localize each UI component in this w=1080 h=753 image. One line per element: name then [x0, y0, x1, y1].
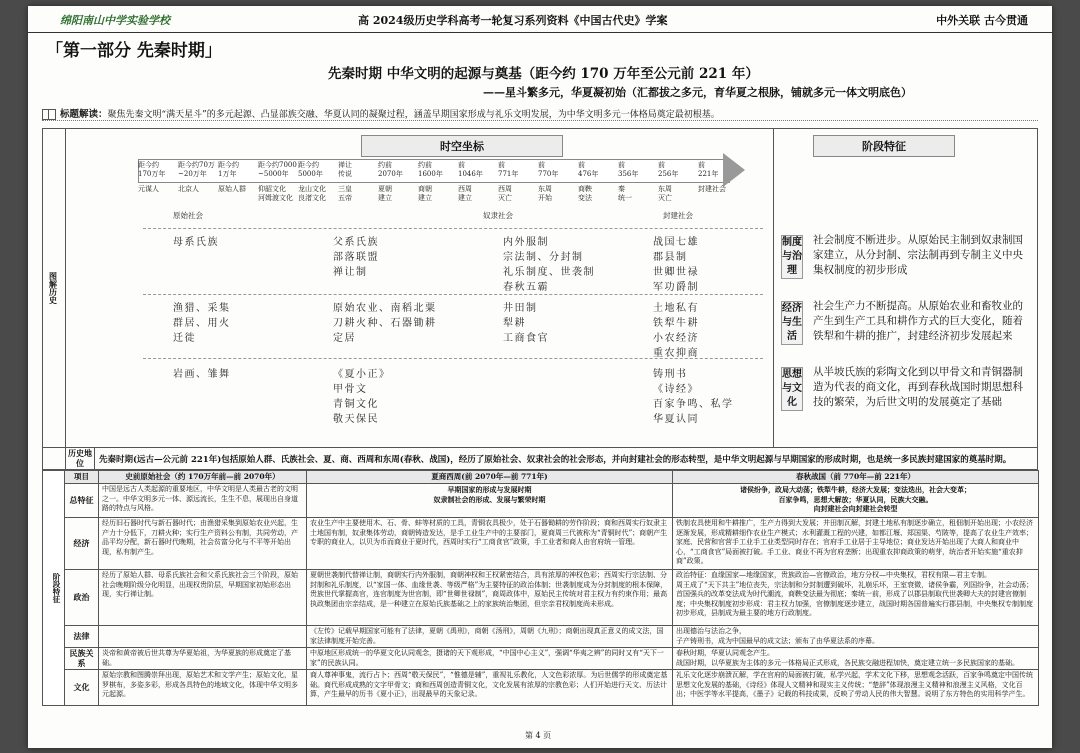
diagram-item: 部落联盟: [333, 252, 379, 263]
divider: [143, 228, 763, 229]
table-row: [43, 518, 1039, 570]
divider: [143, 294, 763, 295]
table-cell: 春秋时期，华夏认同观念产生。 战国时期，以华夏族为主体的多元一体格局正式形成，各民族交融进程加快，奠定建立统一多民族国家的基础。: [673, 648, 1039, 670]
timeline-date: 禅让 传说: [338, 161, 352, 178]
table-cell: 原始宗教和图腾崇拜出现，原始艺术和文学产生；原始文化，星罗棋布，多姿多彩，形成各具特色的地域文化，体现中华文明多元起源。: [99, 670, 307, 706]
book-icon: [42, 109, 56, 120]
diagram-item: 青铜文化: [333, 399, 379, 410]
column-header: 史前原始社会（约 170万年前—前 2070年）: [99, 471, 307, 484]
row-label: 法律: [65, 626, 99, 648]
section-title: 先秦时期 中华文明的起源与奠基（距今约 170 万年至公元前 221 年）: [328, 66, 759, 82]
timeline-date: 距今约 170万年: [138, 161, 166, 178]
category-label: 制度与治理: [781, 235, 803, 279]
timeline-event: 西周 建立: [458, 185, 472, 202]
column-header: 春秋战国（前 770年—前 221年）: [673, 471, 1039, 484]
timeline-event: 封建社会: [698, 185, 726, 193]
row-label: 经济: [65, 518, 99, 570]
column-header: 夏商西周(前 2070年—前 771年): [307, 471, 673, 484]
timeline-event: 商朝 建立: [418, 185, 432, 202]
timeline-event: 夏朝 建立: [378, 185, 392, 202]
diagram-item: 工商食官: [503, 333, 549, 344]
timeline-date: 距今约7000 ~5000年: [258, 161, 297, 178]
part-title: 「第一部分 先秦时期」: [46, 41, 222, 61]
diagram-item: 敬天保民: [333, 414, 379, 425]
timeline-event: 仰韶文化 河姆渡文化: [258, 185, 293, 202]
diagram-item: 重农抑商: [653, 348, 699, 359]
feature-text: 社会制度不断进步。从原始民主制到奴隶制国家建立，从分封制、宗法制再到专制主义中央集权制度的初步形成: [813, 234, 1023, 276]
diagram-item: 百家争鸣、私学: [653, 399, 734, 410]
table-cell: 炎帝和黄帝被后世共尊为华夏始祖，为华夏族的形成奠定了基础。: [99, 648, 307, 670]
header-motto: 中外关联 古今贯通: [936, 14, 1028, 27]
table-cell: 铁制农具使用和牛耕推广，生产力得到大发展；井田制瓦解，封建土地私有制逐步确立，租佃制开始出现；小农经济逐渐发展，形成精耕细作农业生产模式；水利灌溉工程的兴建，如都江堰、郑国渠、芍陂等，提高了农业生产效率；家庭、民营和官营手工业手工业类型同时存在；官府手工业居于主导地位；商业发达开始出现了大商人和商业中心，“工商食官”局面被打破。手工业、商业不再为官府垄断；出现重农抑商政策的萌芽，统治者开始实施“重农抑商”政策。: [673, 518, 1039, 570]
diagram-item: 郡县制: [653, 252, 688, 263]
timeline-event: 西周 灭亡: [498, 185, 512, 202]
timeline-event: 三皇 五帝: [338, 185, 352, 202]
diagram-item: 甲骨文: [333, 384, 368, 395]
diagram-item: 土地私有: [653, 303, 699, 314]
stage-features-table: [42, 470, 1039, 706]
diagram-item: 华夏认同: [653, 414, 699, 425]
timeline-event: 元谋人: [138, 185, 159, 193]
table-side-label: 阶段特征: [43, 471, 65, 706]
table-cell: 《左传》记载早期国家可能有了法律，夏朝《禹刑》，商朝《汤刑》，周朝《九刑》；商朝出现真正意义的成文法，国家法律制度开始完善。: [307, 626, 673, 648]
table-cell: 商人尊神事鬼，流行占卜；西周“敬天保民”，“惟德是辅”，重视礼乐教化，人文色彩浓厚。为后世儒学的形成奠定基础。商代形成成熟的文字甲骨文；商和西周创造青铜文化，文化发展有浓厚的宗教色彩；人们开始进行天文、历法计算，产生最早的历书《夏小正》，出现最早的天象记录。: [307, 670, 673, 706]
document-page: [28, 6, 1052, 748]
diagram-item: 岩画、雏舞: [173, 369, 231, 380]
feature-text: 从半坡氏族的彩陶文化到以甲骨文和青铜器制造为代表的商文化，再到春秋战国时期思想科技的繁荣，为后世文明的发展奠定了基础: [813, 366, 1023, 408]
table-cell: 政治特征：血缘国家—地缘国家，贵族政治—官僚政治，地方分权—中央集权，君权有限—君主专制。 周王成了“天下共主”地位丧失，宗法制和分封制遭到破坏，礼崩乐坏，王室衰微，诸侯争霸，列国纷争，社会动荡；首国强兵的改革变法成为时代潮流，商鞅变法最为彻底；秦统一前，形成了以郡县制取代世袭卿大夫的封建官僚制度；中央集权制度初步形成：君主权力加强，官僚制度逐步建立，战国时期各国普遍实行郡县制，中央集权专制制度初步形成，县制成为最主要的地方行政制度。: [673, 570, 1039, 626]
row-label: 政治: [65, 570, 99, 626]
diagram-item: 世卿世禄: [653, 267, 699, 278]
timeline-date: 前 221年: [698, 161, 719, 178]
column-header: 项目: [65, 471, 99, 484]
timeline-date: 前 1046年: [458, 161, 483, 178]
page-number: 第 4 页: [525, 731, 552, 740]
table-cell: [99, 626, 307, 648]
phase-label: 封建社会: [663, 211, 693, 220]
diagram-item: 《夏小正》: [333, 369, 391, 380]
diagram-item: 原始农业、南稻北粟: [333, 303, 437, 314]
table-row: [43, 570, 1039, 626]
timeline-date: 距今约70万 ~20万年: [178, 161, 215, 178]
table-row: [43, 670, 1039, 706]
timeline-date: 前 771年: [498, 161, 519, 178]
header-title: 高 2024级历史学科高考一轮复习系列资料《中国古代史》学案: [358, 14, 668, 27]
diagram-item: 小农经济: [653, 333, 699, 344]
timeline-date: 约前 2070年: [378, 161, 403, 178]
timeline-date: 距今约 1万年: [218, 161, 239, 178]
feature-text: 社会生产力不断提高。从原始农业和畜牧业的产生到生产工具和耕作方式的巨大变化，随着铁犁和牛耕的推广，封建经济初步发展起来: [813, 300, 1023, 342]
page-header: [28, 6, 1052, 33]
diagram-item: 军功爵制: [653, 282, 699, 293]
diagram-item: 春秋五霸: [503, 282, 549, 293]
feature-header: 阶段特征: [813, 135, 955, 157]
column-divider: [773, 129, 774, 447]
diagram-item: 铸刑书: [653, 369, 688, 380]
position-label: 历史地位: [65, 448, 95, 469]
diagram-item: 禅让制: [333, 267, 368, 278]
timeline-date: 约前 1600年: [418, 161, 443, 178]
diagram-item: 礼乐制度、世袭制: [503, 267, 595, 278]
table-row: [43, 648, 1039, 670]
row-label: 总特征: [65, 484, 99, 518]
table-cell: 夏朝世袭制代替禅让制，商朝实行内外服制，商朝神权和王权紧密结合，具有浓厚的神权色彩；西周实行宗法制、分封制和礼乐制度，以“家国一体、血缘世袭、等级严格”为主要特征的政治体制；世袭制度成为分封制度的根本保障，贵族世代掌握高官，连官制度为世官制，即“世卿世禄制”，商周政体中，原始民主传统对君主权力有约束作用；最高执政集团由宗亲结成，是一种建立在原始氏族基础之上的家族统治集团，但宗亲君权制度尚未形成。: [307, 570, 673, 626]
table-cell: 经历旧石器时代与新石器时代；由渔猎采集到原始农业兴起，生产力十分低下，刀耕火种；实行生产资料公有制，共同劳动，产品平均分配，新石器时代晚期，社会贫富分化与不平等开始出现，私有制产生。: [99, 518, 307, 570]
diagram-panel: [42, 128, 1038, 448]
diagram-side-label: 图解历史: [43, 129, 66, 447]
category-label: 思想与文化: [781, 367, 803, 411]
timeline-event: 东周 灭亡: [658, 185, 672, 202]
table-cell: 礼乐文化逐步崩溃瓦解，学在官府的局面被打破，私学兴起，学术文化下移，思想观念活跃，百家争鸣奠定中国传统思想文化发展的基础，《诗经》体现人文精神和现实主义传统；“楚辞”体现浪漫主义精神和浪漫主义风格，文化百出；中医学等水平提高，《墨子》记载的科技成果，反映了劳动人民的伟大智慧。说明了东方特色的实用科学产生。: [673, 670, 1039, 706]
timeline-date: 前 356年: [618, 161, 639, 178]
diagram-item: 井田制: [503, 303, 538, 314]
table-cell: 农业生产中主要使用木、石、骨、蚌等材质的工具，青铜农具极少，处于石器锄耕的劳作阶段；商和西周实行奴隶主土地国有制，奴隶集体劳动，商朝铸造发达，是手工业生产中的主要部门，夏商周三代被称为“青铜时代”；商朝产生专职的商业人，以贝为币而商业于夏时代，西周时实行“工商食官”政策，手工业者和商人由官府统一管理。: [307, 518, 673, 570]
title-guide: [42, 106, 720, 120]
table-cell: 诸侯纷争，政局大动荡；铁犁牛耕，经济大发展；变法迭出，社会大变革； 百家争鸣，思想大解放；华夏认同，民族大交融。 向封建社会向封建社会转型: [673, 484, 1039, 518]
diagram-item: 刀耕火种、石器锄耕: [333, 318, 437, 329]
phase-label: 原始社会: [173, 211, 203, 220]
timeline-event: 秦 统一: [618, 185, 632, 202]
table-cell: 出现德治与法治之争， 子产铸刑书，成为中国最早的成文法；颁布了由华夏法系的序幕。: [673, 626, 1039, 648]
diagram-item: 战国七雄: [653, 237, 699, 248]
diagram-item: 母系氏族: [173, 237, 219, 248]
diagram-item: 迁徙: [173, 333, 196, 344]
row-label: 文化: [65, 670, 99, 706]
section-subtitle: ——星斗繁多元，华夏凝初始（汇都拔之多元，育华夏之根脉，铺就多元一体文明底色）: [483, 86, 912, 99]
timeline-event: 龙山文化 良渚文化: [298, 185, 326, 202]
timeline-date: 前 770年: [538, 161, 559, 178]
timeline-date: 前 256年: [658, 161, 679, 178]
diagram-item: 《诗经》: [653, 384, 699, 395]
table-cell: 中国是远古人类起源的重要地区，中华文明是人类最古老的文明之一。中华文明多元一体、源远流长，生生不息，展现出自身道路的特点与风格。: [99, 484, 307, 518]
row-label: 民族关系: [65, 648, 99, 670]
table-row: [43, 626, 1039, 648]
diagram-item: 铁犁牛耕: [653, 318, 699, 329]
diagram-item: 群居、用火: [173, 318, 231, 329]
timeline-date: 距今约 5000年: [298, 161, 323, 178]
table-row: [43, 484, 1039, 518]
historical-position: [42, 448, 1038, 470]
timeline-event: 东周 开始: [538, 185, 552, 202]
table-cell: 中原地区形成统一的华夏文化认同观念，摄诸的天下观形成，“中国中心主义”，强调“华夷之辨”的同时又有“天下一家”的民族认同。: [307, 648, 673, 670]
diagram-item: 犁耕: [503, 318, 526, 329]
timeline-date: 前 476年: [578, 161, 599, 178]
diagram-item: 定居: [333, 333, 356, 344]
dotted-divider: [42, 120, 1038, 121]
guide-label: 标题解读：: [60, 109, 108, 120]
school-name: 绵阳南山中学实验学校: [60, 14, 170, 27]
timeline-event: 商鞅 变法: [578, 185, 592, 202]
diagram-item: 宗法制、分封制: [503, 252, 584, 263]
diagram-item: 内外服制: [503, 237, 549, 248]
table-cell: 早期国家的形成与发展时期 奴隶制社会的形成、发展与繁荣时期: [307, 484, 673, 518]
timeline-event: 北京人: [178, 185, 199, 193]
table-cell: 经历了原始人群、母系氏族社会和父系氏族社会三个阶段，原始社会晚期阶级分化明显，出现权贵阶层，早期国家初始形态出现，实行禅让制。: [99, 570, 307, 626]
guide-text: 聚焦先秦文明“满天星斗”的多元起源、凸显部族交融、华夏认同的凝聚过程，涵盖早期国家形成与礼乐文明发展，为中华文明多元一体格局奠定最初根基。: [107, 110, 720, 120]
position-text: 先秦时期(远古—公元前 221年)包括原始人群、氏族社会、夏、商、西周和东周(春秋、战国)，经历了原始社会、奴隶社会的社会形态，并向封建社会的形态转型，是中华文明起源与早期国家的形成时期，也是统一多民族封建国家的奠基时期。: [99, 455, 1012, 465]
diagram-item: 父系氏族: [333, 237, 379, 248]
category-label: 经济与生活: [781, 301, 803, 345]
phase-label: 奴隶社会: [483, 211, 513, 220]
diagram-item: 渔猎、采集: [173, 303, 231, 314]
timeline-header: 时空坐标: [361, 135, 563, 157]
timeline-event: 原始人群: [218, 185, 246, 193]
